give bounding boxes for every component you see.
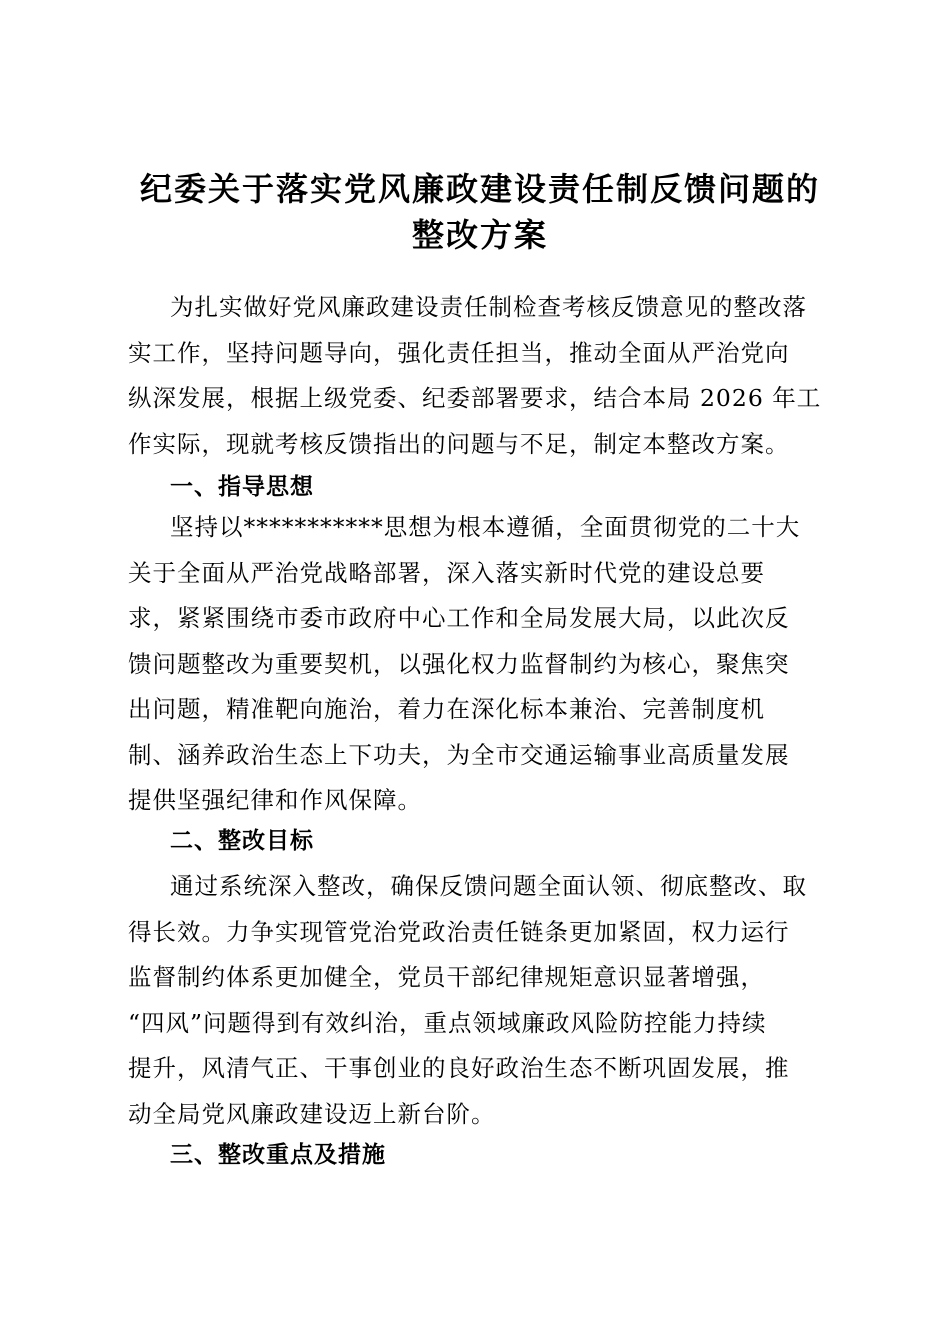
rectification-goals-paragraph: [128, 864, 807, 1137]
section-heading-rectification-goals: 二、整改目标: [170, 828, 314, 854]
text-line: 实工作，坚持问题导向，强化责任担当，推动全面从严治党向: [128, 338, 790, 367]
title-line-2: 整改方案: [411, 216, 548, 254]
text-line: 制、涵养政治生态上下功夫，为全市交通运输事业高质量发展: [128, 740, 790, 769]
section-heading-guiding-ideology: 一、指导思想: [170, 474, 314, 500]
text-line: 求，紧紧围绕市委市政府中心工作和全局发展大局，以此次反: [128, 604, 790, 632]
text-line: 通过系统深入整改，确保反馈问题全面认领、彻底整改、取: [170, 872, 807, 900]
text-line: 监督制约体系更加健全，党员干部纪律规矩意识显著增强，: [128, 963, 765, 991]
text-line: 纵深发展，根据上级党委、纪委部署要求，结合本局 2026 年工: [128, 384, 822, 412]
document-title: [118, 166, 842, 258]
guiding-ideology-paragraph: [128, 505, 800, 824]
text-line: 提升，风清气正、干事创业的良好政治生态不断巩固发展，推: [128, 1054, 790, 1082]
text-line: 关于全面从严治党战略部署，深入落实新时代党的建设总要: [128, 558, 765, 587]
title-line-1: 纪委关于落实党风廉政建设责任制反馈问题的: [139, 170, 820, 208]
text-line: 得长效。力争实现管党治党政治责任链条更加紧固，权力运行: [128, 917, 790, 946]
text-line: 馈问题整改为重要契机，以强化权力监督制约为核心，聚焦突: [128, 649, 790, 678]
text-line: 动全局党风廉政建设迈上新台阶。: [128, 1099, 496, 1128]
intro-paragraph: [128, 285, 821, 467]
text-line: 为扎实做好党风廉政建设责任制检查考核反馈意见的整改落: [170, 293, 807, 321]
text-line: 提供坚强纪律和作风保障。: [128, 786, 422, 814]
text-line: 坚持以***********思想为根本遵循，全面贯彻党的二十大: [170, 513, 801, 541]
text-line: 出问题，精准靶向施治，着力在深化标本兼治、完善制度机: [128, 695, 765, 723]
section-heading-key-measures: 三、整改重点及措施: [170, 1142, 386, 1168]
text-line: “四风”问题得到有效纠治，重点领域廉政风险防控能力持续: [128, 1008, 767, 1037]
text-line: 作实际，现就考核反馈指出的问题与不足，制定本整改方案。: [128, 429, 790, 458]
